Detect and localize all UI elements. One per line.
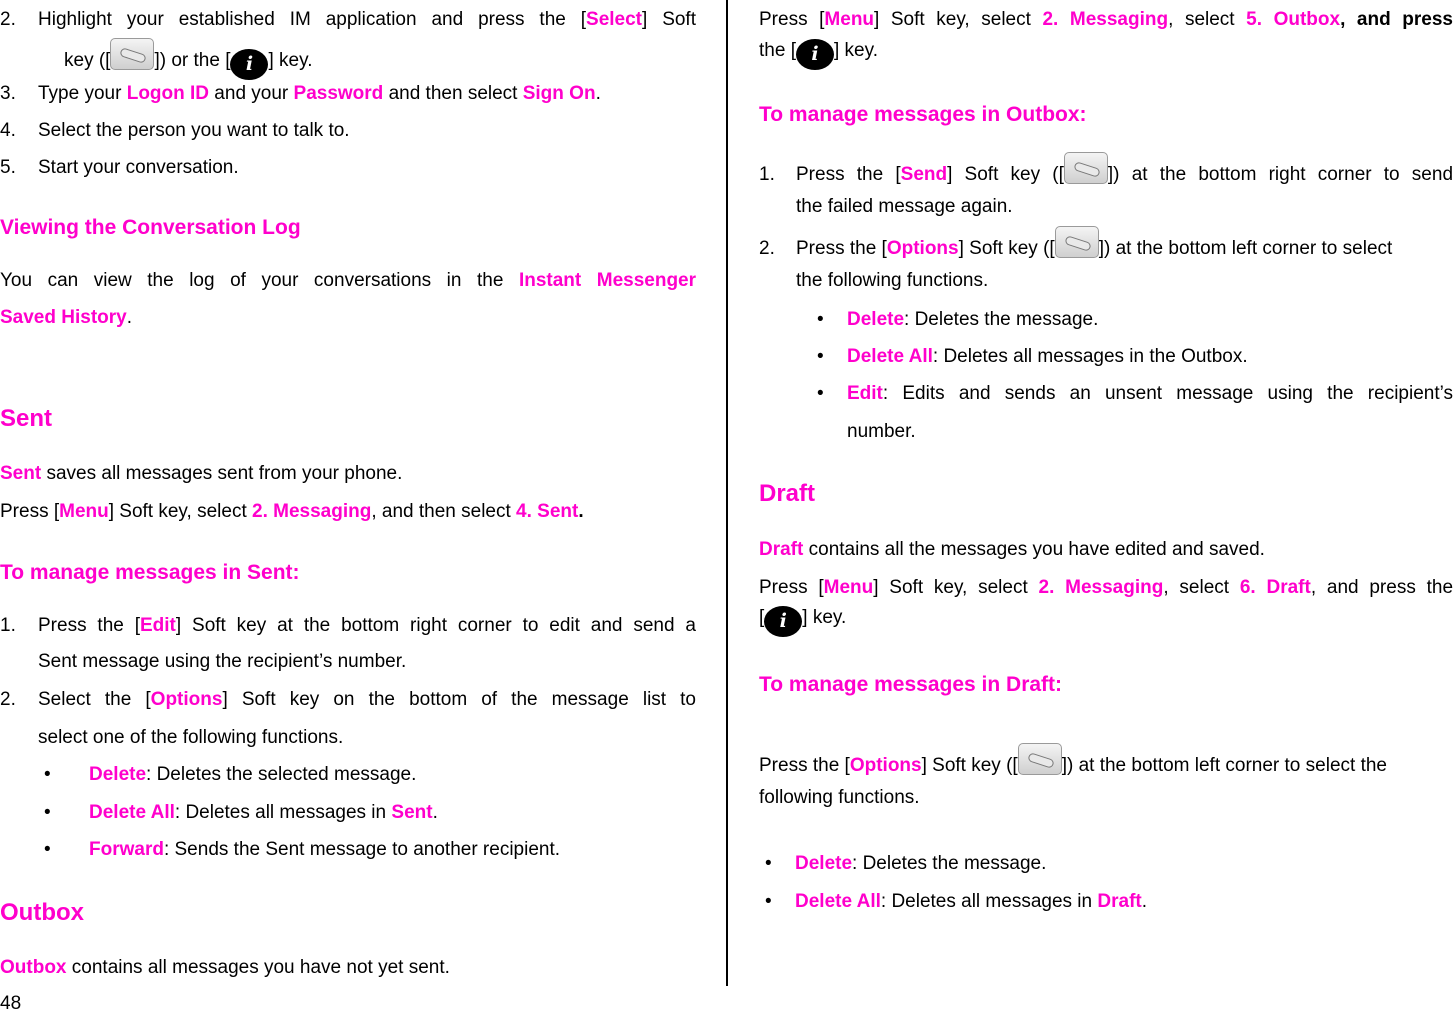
outbox-press-line1: Press [Menu] Soft key, select 2. Messaging, select 5. Outbox, and press <box>759 9 1453 30</box>
manage-sent-step-2-cont: select one of the following functions. <box>38 727 344 748</box>
manage-sent-step-2: Select the [Options] Soft key on the bottom of the message list to <box>38 689 696 710</box>
outbox-bullet-delete-all: • Delete All: Deletes all messages in the Outbox. <box>817 346 1248 367</box>
bullet-delete: • Delete: Deletes the selected message. <box>44 764 417 785</box>
manage-outbox-step-2-num: 2. <box>759 238 775 259</box>
outbox-bullet-delete: • Delete: Deletes the message. <box>817 309 1099 330</box>
outbox-description: Outbox contains all messages you have not yet sent. <box>0 957 450 978</box>
info-key-icon: i <box>764 606 802 637</box>
draft-press-line2: [ i ] key. <box>759 606 846 637</box>
outbox-press-line2: the [ i ] key. <box>759 39 878 70</box>
step-2-line2: key ([ ]) or the [ i ] key. <box>64 38 312 80</box>
bullet-dot-icon: • <box>817 309 824 330</box>
step-4: 4. Select the person you want to talk to. <box>0 120 350 141</box>
draft-bullet-delete: • Delete: Deletes the message. <box>765 853 1047 874</box>
bullet-forward: • Forward: Sends the Sent message to another recipient. <box>44 839 561 860</box>
draft-options-line2: following functions. <box>759 787 920 808</box>
manage-draft-heading: To manage messages in Draft: <box>759 673 1063 696</box>
bullet-dot-icon: • <box>765 891 772 912</box>
manage-outbox-step-1-cont: the failed message again. <box>796 196 1013 217</box>
bullet-delete-all: • Delete All: Deletes all messages in Sent. <box>44 802 438 823</box>
page-number: 48 <box>0 993 22 1014</box>
manage-outbox-step-1-num: 1. <box>759 164 775 185</box>
bullet-dot-icon: • <box>44 802 51 823</box>
outbox-bullet-edit <box>817 383 824 405</box>
manage-sent-heading: To manage messages in Sent: <box>0 561 300 584</box>
info-key-icon: i <box>796 39 834 70</box>
outbox-bullet-edit-cont: number. <box>847 421 916 442</box>
manage-sent-step-1-num: 1. <box>0 615 16 636</box>
manage-outbox-step-2: Press the [Options] Soft key ([ ]) at the bottom left corner to select <box>796 226 1392 271</box>
column-divider <box>726 0 728 986</box>
outbox-bullet-edit-text: Edit: Edits and sends an unsent message using the recipient’s <box>847 383 1453 404</box>
draft-options-line1: Press the [Options] Soft key ([ ]) at the bottom left corner to select the <box>759 743 1387 788</box>
draft-bullet-delete-all: • Delete All: Deletes all messages in Draft. <box>765 891 1148 912</box>
outbox-heading: Outbox <box>0 899 84 926</box>
viewing-log-para-line1: You can view the log of your conversations in the Instant Messenger <box>0 270 697 291</box>
draft-description: Draft contains all the messages you have edited and saved. <box>759 539 1265 560</box>
sent-press-instructions: Press [Menu] Soft key, select 2. Messaging, and then select 4. Sent. <box>0 501 584 522</box>
manage-outbox-step-1: Press the [Send] Soft key ([ ]) at the bottom right corner to send <box>796 152 1453 197</box>
manage-sent-step-2-num: 2. <box>0 689 16 710</box>
soft-key-icon <box>110 38 154 70</box>
draft-heading: Draft <box>759 480 816 507</box>
sent-heading: Sent <box>0 405 53 432</box>
viewing-log-heading: Viewing the Conversation Log <box>0 216 301 239</box>
sent-description: Sent saves all messages sent from your phone. <box>0 463 403 484</box>
manage-sent-step-1: Press the [Edit] Soft key at the bottom right corner to edit and send a <box>38 615 696 636</box>
step-2-line1: Highlight your established IM application and press the [Select] Soft <box>38 9 696 30</box>
bullet-dot-icon: • <box>44 764 51 785</box>
step-5: 5. Start your conversation. <box>0 157 239 178</box>
step-3: 3. Type your Logon ID and your Password and then select Sign On. <box>0 83 601 104</box>
manage-sent-step-1-cont: Sent message using the recipient’s number. <box>38 651 407 672</box>
manage-outbox-step-2-cont: the following functions. <box>796 270 989 291</box>
soft-key-icon <box>1018 743 1062 775</box>
step-2: 2. <box>0 9 16 30</box>
bullet-dot-icon: • <box>44 839 51 860</box>
bullet-dot-icon: • <box>817 346 824 367</box>
manage-outbox-heading: To manage messages in Outbox: <box>759 103 1087 126</box>
bullet-dot-icon: • <box>765 853 772 874</box>
viewing-log-para-line2: Saved History. <box>0 307 133 328</box>
bullet-dot-icon: • <box>817 383 824 404</box>
draft-press-line1: Press [Menu] Soft key, select 2. Messaging, select 6. Draft, and press the <box>759 577 1454 598</box>
soft-key-icon <box>1055 226 1099 258</box>
soft-key-icon <box>1064 152 1108 184</box>
info-key-icon: i <box>230 49 268 80</box>
